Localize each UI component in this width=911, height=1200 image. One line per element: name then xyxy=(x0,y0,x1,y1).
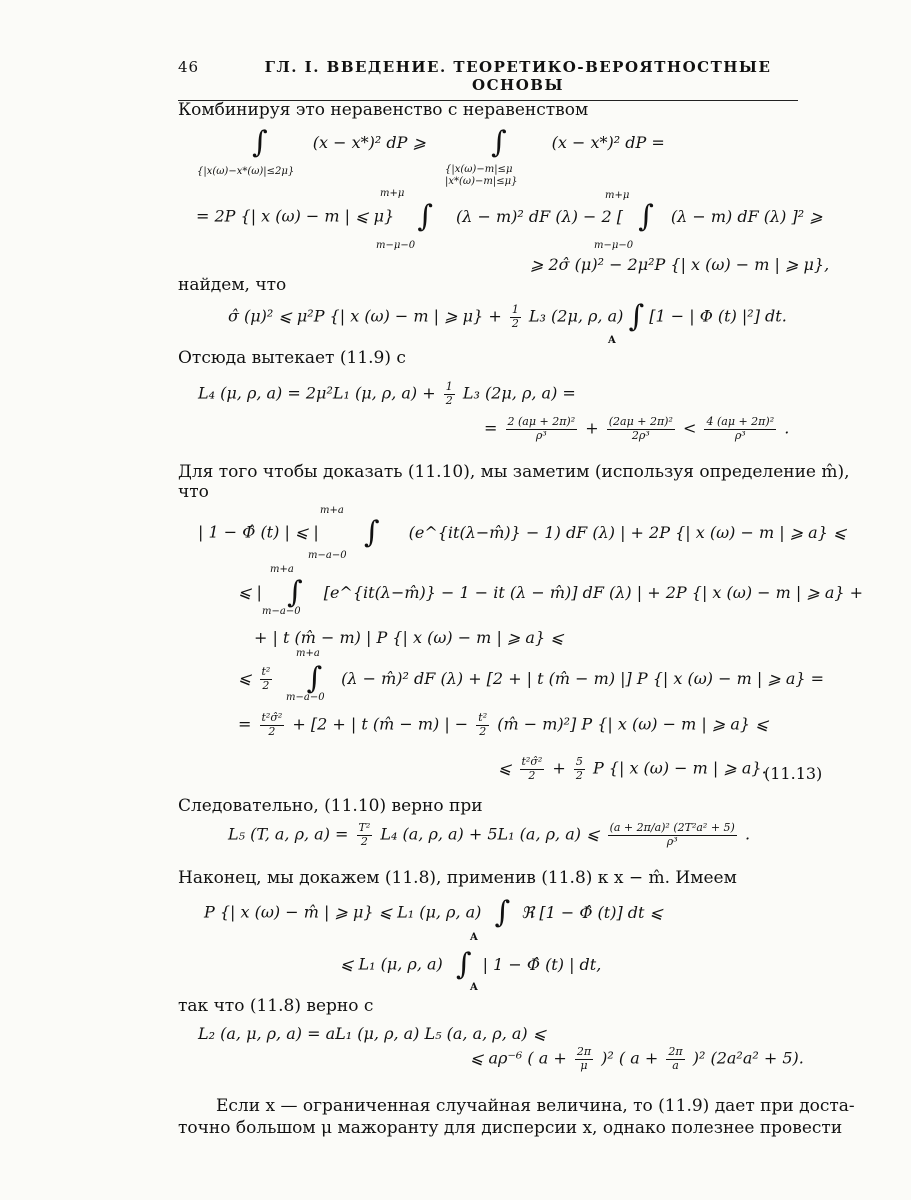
numerator: 2π xyxy=(576,1045,592,1058)
integral-limit: m−μ−0 xyxy=(376,240,416,251)
integral-sign: ∫ xyxy=(628,299,645,334)
text-line: Комбинируя это неравенство с неравенством xyxy=(178,100,589,120)
equation-part: + xyxy=(585,418,599,438)
denominator: ρ³ xyxy=(535,428,547,442)
equation-part: + xyxy=(552,758,566,778)
denominator: 2 xyxy=(268,724,276,738)
text-line: Следовательно, (11.10) верно при xyxy=(178,796,483,816)
equation xyxy=(238,575,864,610)
equation-part: (x − x*)² dP ⩾ xyxy=(312,132,426,152)
equation xyxy=(228,822,750,848)
denominator: 2ρ³ xyxy=(631,428,650,442)
page-number: 46 xyxy=(178,58,200,76)
denominator: 2 xyxy=(511,316,519,330)
text-line: Наконец, мы докажем (11.8), применив (11.8) к x − m̂. Имеем xyxy=(178,868,737,888)
integral-sign: ∫ xyxy=(306,661,323,696)
equation-part: (x − x*)² dP = xyxy=(551,132,665,152)
numerator: (a + 2π/a)² (2T²a² + 5) xyxy=(609,821,735,834)
integral-limit: m+a xyxy=(296,648,320,659)
numerator: t² xyxy=(261,664,271,678)
equation-part: [1 − | Φ (t) |²] dt. xyxy=(649,306,787,326)
equation-part: | 1 − Φ̂ (t) | dt, xyxy=(482,954,602,974)
integral-limit: A xyxy=(470,982,478,993)
integral-limit: m−a−0 xyxy=(308,550,347,561)
text-line: Отсюда вытекает (11.9) с xyxy=(178,348,406,368)
denominator: ρ³ xyxy=(666,834,678,848)
fraction xyxy=(607,416,675,442)
equation-part: (e^{it(λ−m̂)} − 1) dF (λ) | + 2P {| x (ω) − m | ⩾ a} ⩽ xyxy=(408,522,847,542)
integral-sign: ∫ xyxy=(490,125,507,160)
equation-part: )² ( a + xyxy=(601,1048,659,1068)
equation xyxy=(228,299,787,334)
denominator: 2 xyxy=(575,768,583,782)
fraction xyxy=(575,1046,593,1072)
running-header xyxy=(178,58,798,101)
fraction xyxy=(357,822,373,848)
integral-sign: ∫ xyxy=(363,515,380,550)
integral-limit: m−a−0 xyxy=(262,606,301,617)
equation-part: . xyxy=(784,418,790,438)
numerator: 2 (aμ + 2π)² xyxy=(507,415,576,428)
numerator: 5 xyxy=(575,755,583,768)
text-line: Если x — ограниченная случайная величина, то (11.9) дает при доста- xyxy=(216,1096,855,1116)
text-line: найдем, что xyxy=(178,275,287,295)
denominator: a xyxy=(672,1058,679,1072)
numerator: t²σ̂² xyxy=(521,755,543,768)
integral-limit: {|x(ω)−m|≤μ xyxy=(445,164,513,175)
equation-part: ℜ [1 − Φ̂ (t)] dt ⩽ xyxy=(521,902,663,922)
fraction xyxy=(260,712,285,738)
equation-part: P {| x (ω) − m | ⩾ a}. xyxy=(592,758,767,778)
fraction xyxy=(260,666,273,692)
equation-part: = xyxy=(238,714,252,734)
integral-limit: m+μ xyxy=(605,190,630,201)
equation xyxy=(470,1046,804,1072)
equation-number: (11.13) xyxy=(764,764,823,783)
equation-part: L₃ (2μ, ρ, a) xyxy=(528,306,624,326)
numerator: 1 xyxy=(445,380,453,393)
fraction xyxy=(506,416,578,442)
equation-part: ⩽ | xyxy=(238,582,262,602)
fraction xyxy=(510,304,521,330)
numerator: t²σ̂² xyxy=(261,711,283,724)
integral-sign: ∫ xyxy=(252,125,268,160)
equation xyxy=(198,515,847,550)
denominator: μ xyxy=(580,1058,588,1072)
integral-limit: A xyxy=(470,932,478,943)
integral-sign: ∫ xyxy=(455,947,472,982)
text-line: Для того чтобы доказать (11.10), мы заметим (используя определение m̂), xyxy=(178,462,850,482)
equation-part: (λ − m̂)² dF (λ) + [2 + | t (m̂ − m) |] P {| x (ω) − m | ⩾ a} = xyxy=(341,668,825,688)
equation-part: ⩽ xyxy=(498,758,512,778)
equation xyxy=(340,947,602,982)
equation-part: . xyxy=(744,824,751,844)
equation-part: [e^{it(λ−m̂)} − 1 − it (λ − m̂)] dF (λ) | + 2P {| x (ω) − m | ⩾ a} + xyxy=(323,582,864,602)
numerator: (2aμ + 2π)² xyxy=(608,415,673,428)
numerator: T² xyxy=(358,821,371,834)
fraction xyxy=(476,712,489,738)
equation xyxy=(198,381,576,407)
fraction xyxy=(666,1046,684,1072)
equation-part: (λ − m)² dF (λ) − 2 [ xyxy=(456,206,624,226)
equation-part: | 1 − Φ̂ (t) | ⩽ | xyxy=(198,522,319,542)
equation-part: L₃ (2μ, ρ, a) = xyxy=(462,383,576,403)
equation-part: P {| x (ω) − m̂ | ⩾ μ} ⩽ L₁ (μ, ρ, a) xyxy=(204,902,482,922)
equation xyxy=(196,199,823,234)
denominator: 2 xyxy=(528,768,536,782)
equation-part: < xyxy=(682,418,697,438)
fraction xyxy=(704,416,776,442)
equation xyxy=(238,712,769,738)
denominator: ρ³ xyxy=(734,428,746,442)
equation-part: = xyxy=(484,418,498,438)
equation xyxy=(498,756,767,782)
numerator: 2π xyxy=(668,1045,683,1058)
running-title: ГЛ. I. ВВЕДЕНИЕ. ТЕОРЕТИКО-ВЕРОЯТНОСТНЫЕ ОСНОВЫ xyxy=(264,58,772,94)
equation: ⩾ 2σ̂ (μ)² − 2μ²P {| x (ω) − m | ⩾ μ}, xyxy=(530,255,830,274)
integral-sign: ∫ xyxy=(494,895,511,930)
integral-sign: ∫ xyxy=(286,575,303,610)
denominator: 2 xyxy=(479,724,487,738)
numerator: t² xyxy=(478,711,488,724)
fraction xyxy=(520,756,545,782)
equation-part: ⩽ L₁ (μ, ρ, a) xyxy=(340,954,443,974)
equation xyxy=(484,416,789,442)
text-line: что xyxy=(178,482,209,502)
equation-part: L₄ (μ, ρ, a) = 2μ²L₁ (μ, ρ, a) + xyxy=(198,383,436,403)
integral-limit: m+a xyxy=(320,505,344,516)
integral-limit: m−a−0 xyxy=(286,692,325,703)
equation-part: L₄ (a, ρ, a) + 5L₁ (a, ρ, a) ⩽ xyxy=(380,824,600,844)
integral-limit: m−μ−0 xyxy=(594,240,634,251)
fraction xyxy=(444,381,455,407)
integral-limit: m+μ xyxy=(380,188,405,199)
integral-sign: ∫ xyxy=(638,199,654,234)
equation-part: ⩽ aρ⁻⁶ ( a + xyxy=(470,1048,567,1068)
text-line: точно большом μ мажоранту для дисперсии x, однако полезнее провести xyxy=(178,1118,843,1138)
denominator: 2 xyxy=(262,678,270,692)
equation-part: )² (2a²a² + 5). xyxy=(692,1048,804,1068)
equation-part: (m̂ − m)²] P {| x (ω) − m | ⩾ a} ⩽ xyxy=(497,714,769,734)
equation: + | t (m̂ − m) | P {| x (ω) − m | ⩾ a} ⩽ xyxy=(254,628,564,647)
equation: L₂ (a, μ, ρ, a) = aL₁ (μ, ρ, a) L₅ (a, a, ρ, a) ⩽ xyxy=(198,1024,547,1043)
equation xyxy=(238,661,825,696)
equation-part: (λ − m) dF (λ) ]² ⩾ xyxy=(670,206,823,226)
equation-part: = 2P {| x (ω) − m | ⩽ μ} xyxy=(196,206,395,226)
fraction xyxy=(608,822,737,848)
text-line: так что (11.8) верно с xyxy=(178,996,374,1016)
equation-part: + [2 + | t (m̂ − m) | − xyxy=(292,714,469,734)
equation xyxy=(204,895,663,930)
integral-sign: ∫ xyxy=(417,199,433,234)
equation-part: ⩽ xyxy=(238,668,252,688)
integral-limit: {|x(ω)−x*(ω)|≤2μ} xyxy=(197,166,295,177)
denominator: 2 xyxy=(445,393,453,407)
denominator: 2 xyxy=(360,834,368,848)
fraction xyxy=(574,756,585,782)
equation-part: L₅ (T, a, ρ, a) = xyxy=(228,824,349,844)
integral-limit: A xyxy=(608,335,616,346)
numerator: 1 xyxy=(511,302,519,316)
equation-part: σ̂ (μ)² ⩽ μ²P {| x (ω) − m | ⩾ μ} + xyxy=(228,306,502,326)
integral-limit: m+a xyxy=(270,564,294,575)
integral-limit: |x*(ω)−m|≤μ} xyxy=(445,176,518,187)
equation xyxy=(200,125,665,160)
numerator: 4 (aμ + 2π)² xyxy=(706,415,775,428)
